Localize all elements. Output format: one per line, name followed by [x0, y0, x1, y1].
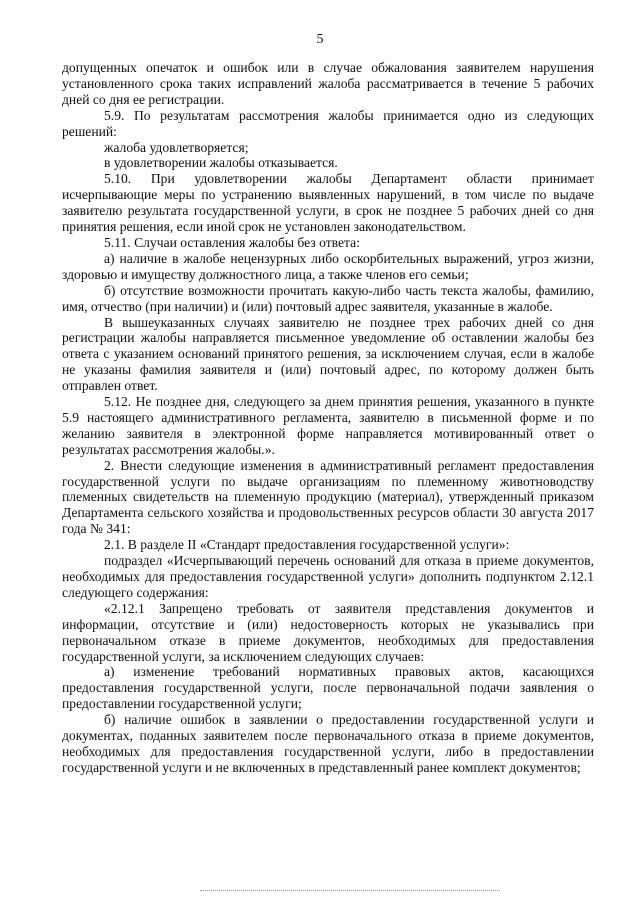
paragraph: б) отсутствие возможности прочитать какую-либо часть текста жалобы, фамилию, имя, отчество (при наличии) и (или) почтовый адрес заявителя, указанные в жалобе. [62, 282, 594, 314]
paragraph: в удовлетворении жалобы отказывается. [104, 155, 338, 171]
paragraph: 5.10. При удовлетворении жалобы Департамент области принимает исчерпывающие меры по устранению выявленных нарушений, в том числе по выдаче заявителю результата государственной услуги, в срок не позднее 5 рабочих дней со дня принятия решения, если иной срок не установлен законодательством. [62, 171, 594, 235]
paragraph: 5.11. Случаи оставления жалобы без ответа: [104, 234, 360, 250]
paragraph: допущенных опечаток и ошибок или в случае обжалования заявителем нарушения установленного срока таких исправлений жалоба рассматривается в течение 5 рабочих дней со дня ее регистрации. [62, 60, 594, 107]
page-number: 5 [316, 32, 324, 47]
paragraph: «2.12.1 Запрещено требовать от заявителя представления документов и информации, отсутствие и (или) недостоверность которых не указывались при первоначальном отказе в приеме документов, необходимых для предоставления государственной услуги, за исключением следующих случаев: [62, 600, 594, 664]
paragraph: 2. Внести следующие изменения в административный регламент предоставления государственной услуги по выдаче организациям по племенному животноводству племенных свидетельств на племенную продукцию (материал), утвержденный приказом Департамента сельского хозяйства и продовольственных ресурсов области 30 августа 2017 года № 341: [62, 457, 594, 537]
paragraph: 5.9. По результатам рассмотрения жалобы принимается одно из следующих решений: [62, 107, 594, 139]
paragraph: а) изменение требований нормативных правовых актов, касающихся предоставления государственной услуги, после первоначальной подачи заявления о предоставлении государственной услуги; [62, 664, 594, 712]
paragraph: б) наличие ошибок в заявлении о предоставлении государственной услуги и документах, поданных заявителем после первоначального отказа в приеме документов, необходимых для предоставления государственной услуги, либо в предоставлении государственной услуги и не включенных в представленный ранее комплект документов; [62, 712, 594, 775]
paragraph: подраздел «Исчерпывающий перечень оснований для отказа в приеме документов, необходимых для предоставления государственной услуги» дополнить подпунктом 2.12.1 следующего содержания: [62, 553, 594, 600]
scan-edge-line [200, 890, 500, 891]
paragraph: 2.1. В разделе II «Стандарт предоставления государственной услуги»: [104, 537, 510, 553]
document-body [62, 60, 594, 776]
paragraph: В вышеуказанных случаях заявителю не позднее трех рабочих дней со дня регистрации жалобы направляется письменное уведомление об оставлении жалобы без ответа с указанием оснований принятого решения, за исключением случая, если в жалобе не указаны фамилия заявителя и (или) почтовый адрес, по которому должен быть отправлен ответ. [62, 314, 594, 394]
paragraph: а) наличие в жалобе нецензурных либо оскорбительных выражений, угроз жизни, здоровью и имуществу должностного лица, а также членов его семьи; [62, 250, 594, 282]
paragraph: жалоба удовлетворяется; [104, 139, 249, 155]
paragraph: 5.12. Не позднее дня, следующего за днем принятия решения, указанного в пункте 5.9 настоящего административного регламента, заявителю в письменной форме и по желанию заявителя в электронной форме направляется мотивированный ответ о результатах рассмотрения жалобы.». [62, 394, 594, 457]
